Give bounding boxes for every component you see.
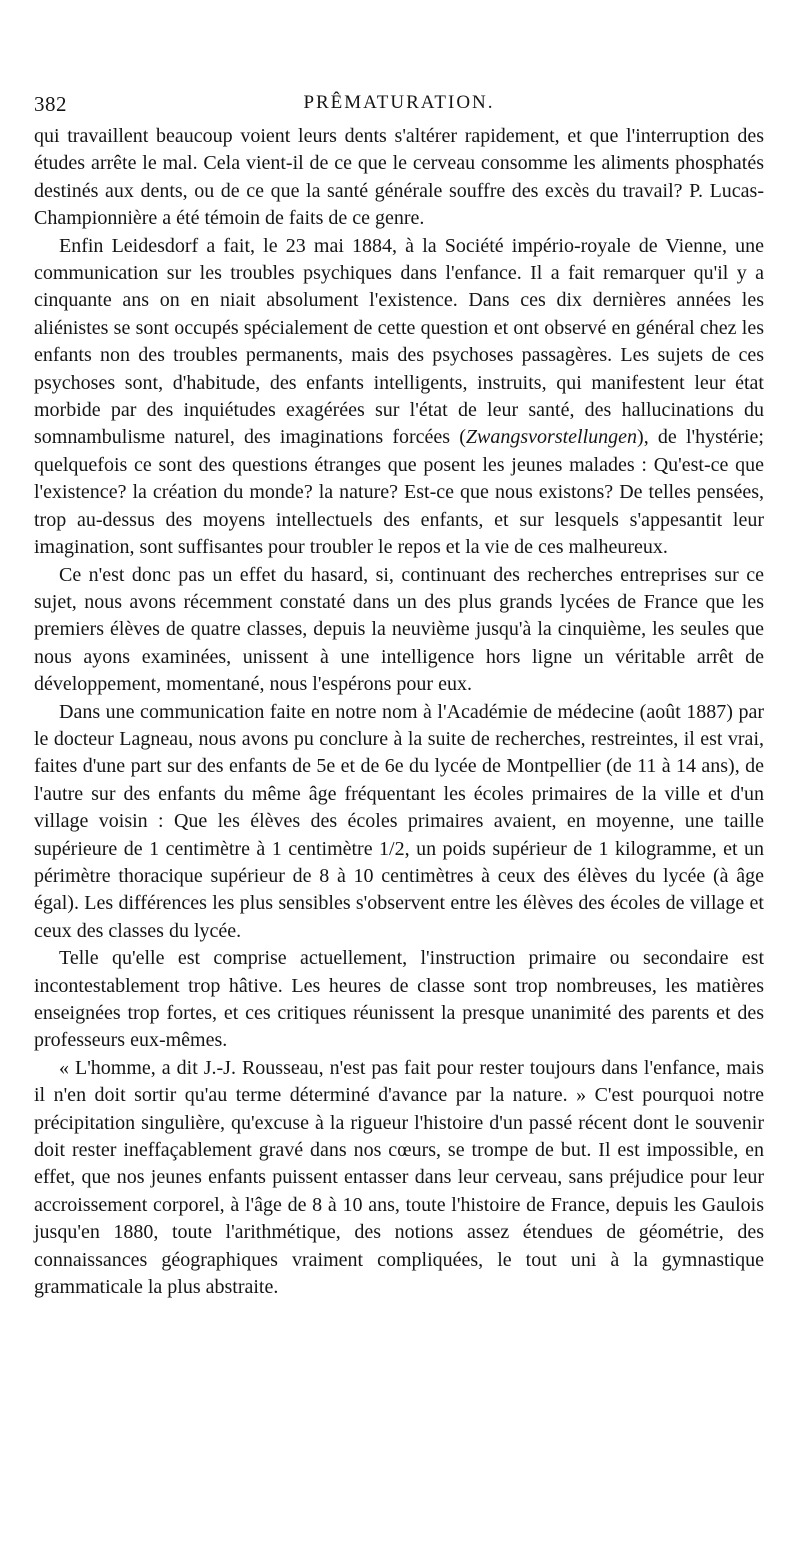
paragraph-2 xyxy=(34,233,764,562)
paragraph-6 xyxy=(34,1055,764,1302)
german-term: Zwangsvorstellungen xyxy=(465,426,638,449)
page-header xyxy=(34,86,764,122)
page-number: 382 xyxy=(34,92,67,116)
paragraph-text: « L'homme, a dit J.-J. Rousseau, n'est pas fait pour rester toujours dans l'enfance, mais il n'en doit sortir qu'au terme déterminé d'avance par la nature. » C'est pourquoi notre précipitation singulière, qu'excuse à la rigueur l'histoire d'un passé récent dont le souvenir doit rester ineffaçablement gravé dans nos cœurs, se trompe de but. Il est impossible, en effet, que nos jeunes enfants puissent entasser dans leur cerveau, sans préjudice pour leur accroissement corporel, à l'âge de 8 à 10 ans, toute l'histoire de France, depuis les Gaulois jusqu'en 1880, toute l'arithmétique, des notions assez étendues de géométrie, des connaissances géographiques vraiment compliquées, le tout uni à la gymnastique grammaticale la plus abstraite. xyxy=(34,1056,764,1299)
paragraph-text: Ce n'est donc pas un effet du hasard, si, continuant des recherches entreprises sur ce sujet, nous avons récemment constaté dans un des plus grands lycées de France que les premiers élèves de quatre classes, depuis la neuvième jusqu'à la cinquième, les seules que nous ayons examinées, unissent à une intelligence hors ligne un véritable arrêt de développement, momentané, nous l'espérons pour eux. xyxy=(34,563,764,696)
paragraph-5 xyxy=(34,945,764,1055)
paragraph-text: Telle qu'elle est comprise actuellement, l'instruction primaire ou secondaire est incontestablement trop hâtive. Les heures de classe sont trop nombreuses, les matières enseignées trop fortes, et ces critiques réunissent la presque unanimité des parents et des professeurs eux-mêmes. xyxy=(34,947,764,1052)
running-title: PRÊMATURATION. xyxy=(303,92,495,113)
paragraph-text: Dans une communication faite en notre nom à l'Académie de médecine (août 1887) par le docteur Lagneau, nous avons pu conclure à la suite de recherches, restreintes, il est vrai, faites d'une part sur des enfants de 5e et de 6e du lycée de Montpellier (de 11 à 14 ans), de l'autre sur des enfants du même âge fréquentant les écoles primaires de la ville et d'un village voisin : Que les élèves des écoles primaires avaient, en moyenne, une taille supérieure de 1 centimètre à 1 centimètre 1/2, un poids supérieur de 1 kilogramme, et un périmètre thoracique supérieur de 8 à 10 centimètres à ceux des élèves du lycée (à âge égal). Les différences les plus sensibles s'observent entre les élèves des écoles de village et ceux des classes du lycée. xyxy=(34,700,764,942)
book-page xyxy=(34,86,764,1301)
paragraph-4 xyxy=(34,699,764,946)
body-text xyxy=(34,123,764,1301)
paragraph-text: ), de l'hystérie; quelquefois ce sont des questions étranges que posent les jeunes malades : Qu'est-ce que l'existence? la création du monde? la nature? Est-ce que nous existons? De telles pensées, trop au-dessus des moyens intellectuels des enfants, et sur lesquels s'appesantit leur imagination, sont suffisantes pour troubler le repos et la vie de ces malheureux. xyxy=(34,426,764,559)
paragraph-text: Enfin Leidesdorf a fait, le 23 mai 1884, à la Société império-royale de Vienne, une communication sur les troubles psychiques dans l'enfance. Il a fait remarquer qu'il y a cinquante ans on en niait absolument l'existence. Dans ces dix dernières années les aliénistes se sont occupés spécialement de cette question et ont observé en général chez les enfants non des troubles permanents, mais des psychoses passagères. Les sujets de ces psychoses sont, d'habitude, des enfants intelligents, instruits, qui manifestent leur état morbide par des inquiétudes exagérées sur l'état de leur santé, des hallucinations du somnambulisme naturel, des imaginations forcées ( xyxy=(34,234,764,449)
paragraph-1 xyxy=(34,123,764,233)
paragraph-3 xyxy=(34,562,764,699)
paragraph-text: qui travaillent beaucoup voient leurs dents s'altérer rapidement, et que l'interruption des études arrête le mal. Cela vient-il de ce que le cerveau consomme les aliments phosphatés destinés aux dents, ou de ce que la santé générale souffre des excès du travail? P. Lucas-Championnière a été témoin de faits de ce genre. xyxy=(34,125,764,230)
